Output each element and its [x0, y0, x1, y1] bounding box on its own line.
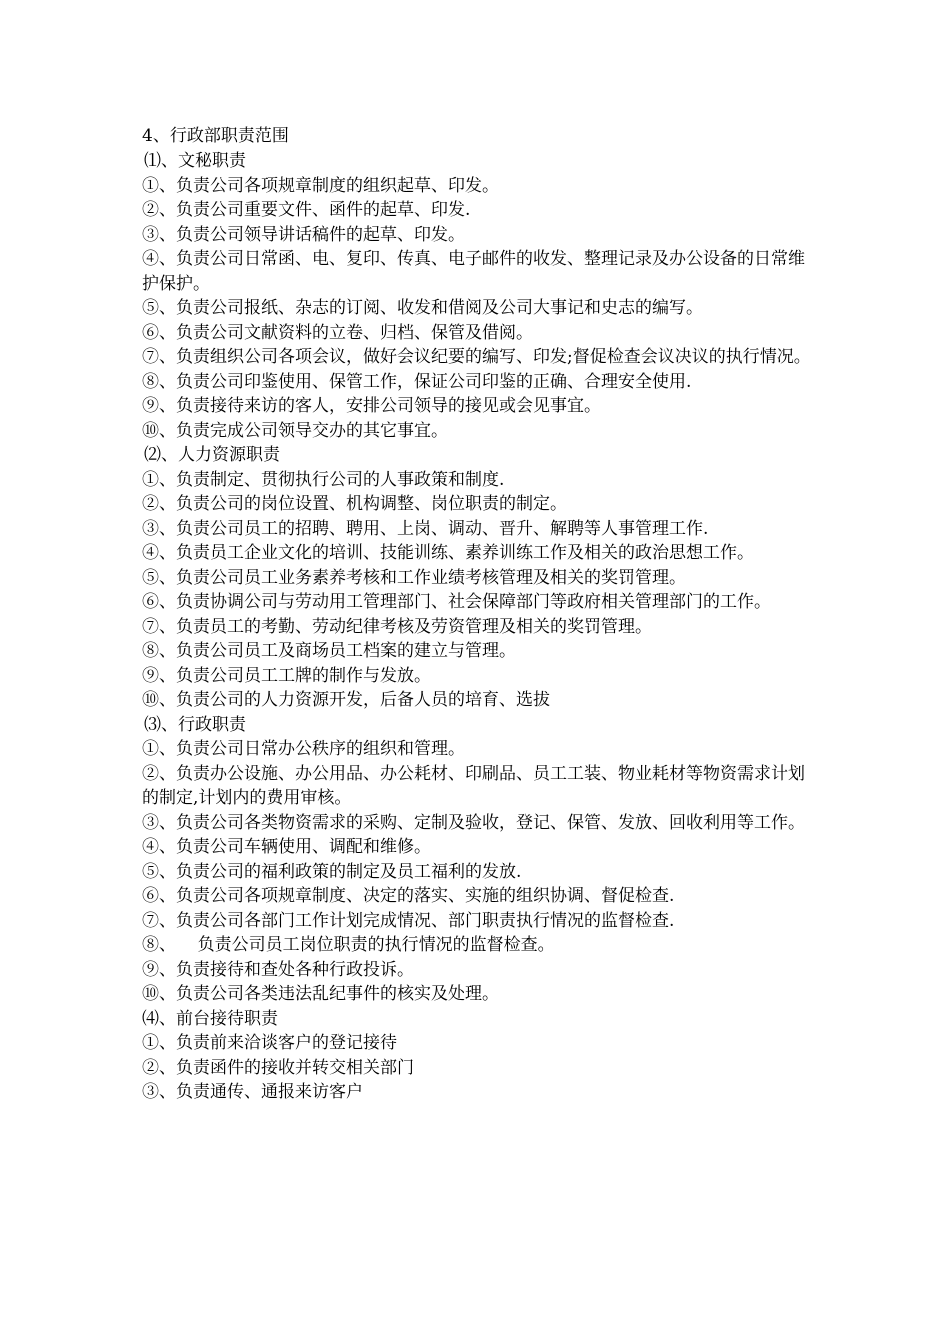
list-item: ⑥、负责公司各项规章制度、决定的落实、实施的组织协调、督促检查. [142, 886, 675, 906]
list-item: ⑧、负责公司员工及商场员工档案的建立与管理。 [142, 641, 516, 661]
list-item: ⑨、负责接待来访的客人，安排公司领导的接见或会见事宜。 [142, 396, 601, 416]
list-item: ①、负责公司各项规章制度的组织起草、印发。 [142, 175, 499, 196]
list-item: ②、负责公司重要文件、函件的起草、印发. [142, 200, 471, 220]
list-item: ②、负责办公设施、办公用品、办公耗材、印刷品、员工工装、物业耗材等物资需求计划的制定,计划内的费用审核。 [142, 763, 805, 808]
section-human-resources [142, 443, 814, 713]
section-secretarial [142, 149, 814, 443]
list-item: ⑩、负责公司各类违法乱纪事件的核实及处理。 [142, 984, 499, 1004]
list-item: ④、负责员工企业文化的培训、技能训练、素养训练工作及相关的政治思想工作。 [142, 543, 754, 563]
list-item: ⑦、负责公司各部门工作计划完成情况、部门职责执行情况的监督检查. [142, 910, 675, 931]
list-item: ⑤、负责公司员工业务素养考核和工作业绩考核管理及相关的奖罚管理。 [142, 567, 686, 588]
section-administration [142, 713, 814, 1007]
list-item: ④、负责公司日常函、电、复印、传真、电子邮件的收发、整理记录及办公设备的日常维护保护。 [142, 249, 805, 294]
list-item: ⑧、 负责公司员工岗位职责的执行情况的监督检查。 [142, 935, 555, 955]
section-reception [142, 1007, 814, 1105]
list-item: ②、负责公司的岗位设置、机构调整、岗位职责的制定。 [142, 494, 567, 514]
list-item: ⑨、负责接待和查处各种行政投诉。 [142, 959, 414, 980]
list-item: ①、负责前来洽谈客户的登记接待 [142, 1033, 397, 1053]
list-item: ⑥、负责公司文献资料的立卷、归档、保管及借阅。 [142, 322, 533, 343]
list-item: ⑥、负责协调公司与劳动用工管理部门、社会保障部门等政府相关管理部门的工作。 [142, 592, 771, 612]
list-item: ①、负责制定、贯彻执行公司的人事政策和制度. [142, 469, 505, 490]
section-heading: ⑶、行政职责 [144, 714, 246, 735]
document-page [142, 124, 814, 1105]
list-item: ③、负责公司员工的招聘、聘用、上岗、调动、晋升、解聘等人事管理工作. [142, 518, 709, 539]
list-item: ①、负责公司日常办公秩序的组织和管理。 [142, 739, 465, 759]
list-item: ⑤、负责公司的福利政策的制定及员工福利的发放. [142, 861, 522, 882]
list-item: ③、负责公司各类物资需求的采购、定制及验收，登记、保管、发放、回收利用等工作。 [142, 812, 805, 833]
section-heading: ⑷、前台接待职责 [142, 1008, 278, 1029]
section-heading: ⑴、文秘职责 [144, 151, 246, 171]
list-item: ②、负责函件的接收并转交相关部门 [142, 1057, 414, 1078]
list-item: ⑨、负责公司员工工牌的制作与发放。 [142, 665, 431, 686]
list-item: ③、负责通传、通报来访客户 [142, 1082, 363, 1102]
list-item: ⑤、负责公司报纸、杂志的订阅、收发和借阅及公司大事记和史志的编写。 [142, 298, 703, 318]
list-item: ⑩、负责公司的人力资源开发，后备人员的培育、选拔 [142, 690, 550, 710]
list-item: ⑦、负责员工的考勤、劳动纪律考核及劳资管理及相关的奖罚管理。 [142, 616, 652, 637]
list-item: ④、负责公司车辆使用、调配和维修。 [142, 837, 431, 857]
document-title: 4、行政部职责范围 [142, 126, 289, 146]
section-heading: ⑵、人力资源职责 [144, 445, 280, 465]
list-item: ⑧、负责公司印鉴使用、保管工作，保证公司印鉴的正确、合理安全使用. [142, 371, 692, 392]
list-item: ⑦、负责组织公司各项会议，做好会议纪要的编写、印发;督促检查会议决议的执行情况。 [142, 347, 811, 367]
list-item: ③、负责公司领导讲话稿件的起草、印发。 [142, 224, 465, 245]
list-item: ⑩、负责完成公司领导交办的其它事宜。 [142, 420, 448, 441]
